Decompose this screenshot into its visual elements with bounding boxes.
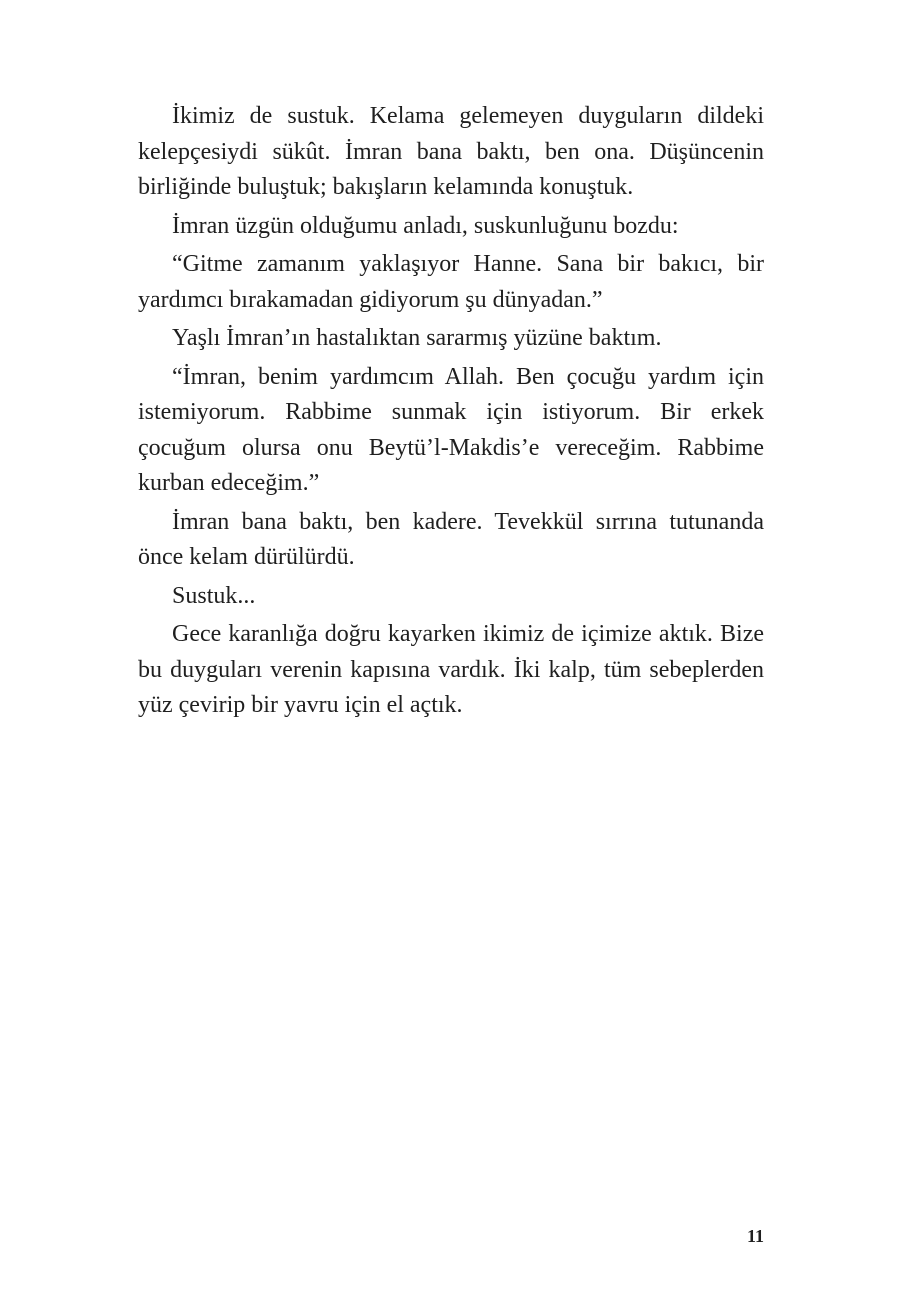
- paragraph: Sustuk...: [172, 582, 256, 609]
- paragraph: Yaşlı İmran’ın hastalıktan sararmış yüzüne baktım.: [172, 325, 662, 351]
- paragraph: İmran bana baktı, ben kadere. Tevekkül sırrına tutunanda önce kelam dürülürdü.: [138, 508, 764, 570]
- paragraph: Gece karanlığa doğru kayarken ikimiz de içimize aktık. Bize bu duyguları verenin kapısına vardık. İki kalp, tüm sebeplerden yüz çevirip bir yavru için el açtık.: [138, 621, 764, 718]
- paragraph: “Gitme zamanım yaklaşıyor Hanne. Sana bir bakıcı, bir yardımcı bırakamadan gidiyorum şu dünyadan.”: [138, 251, 764, 313]
- page-number: 11: [746, 1226, 764, 1246]
- body-text: [138, 99, 764, 727]
- paragraph: İmran üzgün olduğumu anladı, suskunluğunu bozdu:: [172, 212, 679, 239]
- paragraph: İkimiz de sustuk. Kelama gelemeyen duyguların dildeki kelepçesiydi sükût. İmran bana baktı, ben ona. Düşüncenin birliğinde buluştuk; bakışların kelamında konuştuk.: [138, 103, 764, 200]
- paragraph: “İmran, benim yardımcım Allah. Ben çocuğu yardım için istemiyorum. Rabbime sunmak için istiyorum. Bir erkek çocuğum olursa onu Beytü’l-Makdis’e vereceğim. Rabbime kurban edeceğim.”: [138, 363, 764, 496]
